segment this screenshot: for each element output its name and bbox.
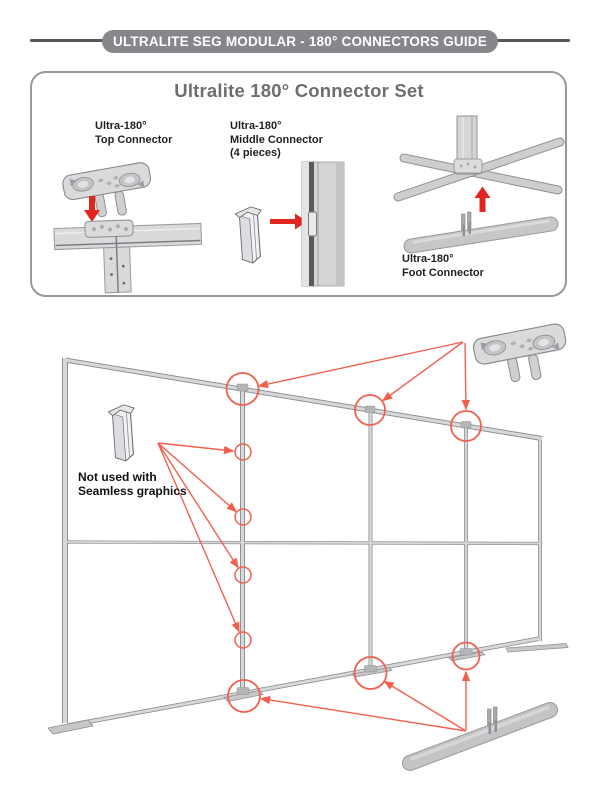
foot-connector-label-line2: Foot Connector (402, 266, 484, 279)
note-line2: Seamless graphics (78, 483, 187, 498)
seamless-graphics-note (78, 471, 187, 498)
frame-joint-plates (237, 384, 472, 695)
top-connector-icon (472, 322, 572, 390)
top-connector-label (95, 120, 172, 147)
extrusion-profile-illustration (302, 162, 344, 286)
t-junction-illustration (54, 217, 203, 294)
note-line1: Not used with (78, 470, 157, 484)
foot-corner-illustration (398, 116, 560, 197)
middle-connector-icon (108, 404, 138, 462)
middle-connector-icon (235, 206, 265, 264)
foot-connector-icon (411, 212, 551, 246)
header-title: ULTRALITE SEG MODULAR - 180° CONNECTORS GUIDE (113, 34, 487, 49)
middle-connector-label-line2: Middle Connector (230, 133, 323, 146)
middle-connector-label-line1: Ultra-180° (230, 120, 282, 132)
middle-connector-label-line3: (4 pieces) (230, 147, 281, 159)
foot-connector-label (402, 253, 484, 280)
foot-connector-icon (410, 707, 550, 763)
up-arrow-icon (475, 187, 491, 213)
top-connector-icon (61, 161, 155, 224)
right-arrow-icon (270, 214, 307, 230)
connector-set-title: Ultralite 180° Connector Set (174, 80, 424, 101)
top-connector-label-line1: Ultra-180° (95, 120, 147, 132)
top-connector-label-line2: Top Connector (95, 133, 173, 146)
middle-connector-label (230, 120, 323, 161)
foot-connector-label-line1: Ultra-180° (402, 253, 454, 265)
